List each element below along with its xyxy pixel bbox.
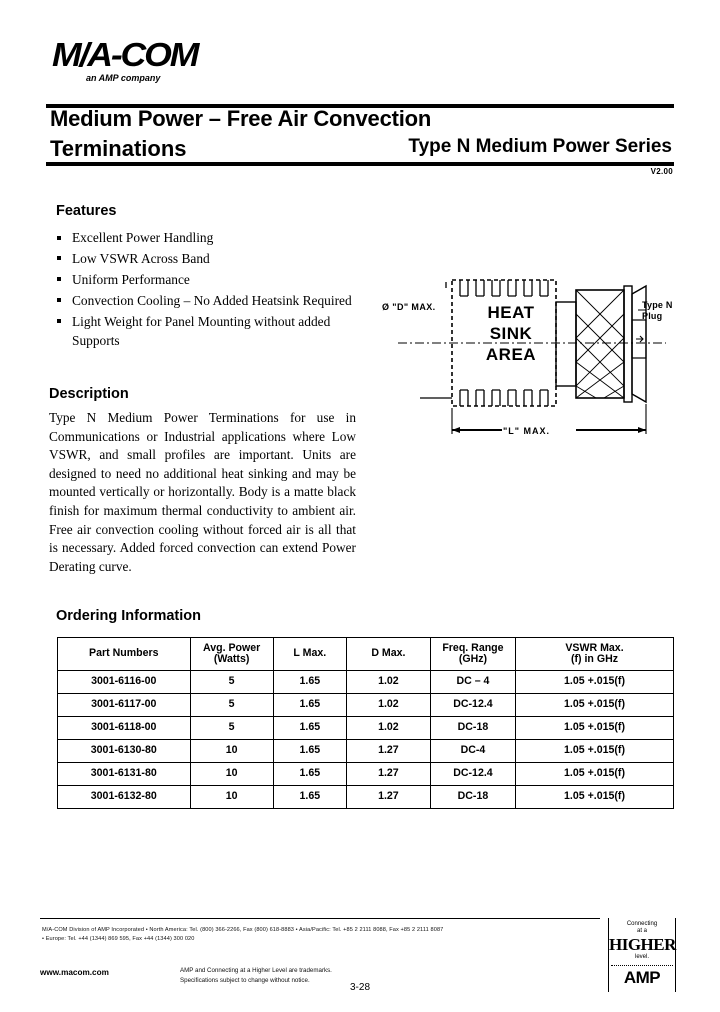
series-title: Type N Medium Power Series (408, 136, 672, 157)
column-header-part-numbers (58, 638, 191, 671)
website-link[interactable]: www.macom.com (40, 968, 109, 977)
footer-contact-line-2: • Europe: Tel. +44 (1344) 869 595, Fax +44 (1344) 300 020 (42, 936, 195, 942)
amp-at-a-word: at a (636, 928, 647, 934)
title-rule-bottom (46, 162, 674, 166)
table-row (58, 694, 674, 717)
trademark-line-2: Specifications subject to change without notice. (180, 976, 310, 984)
list-item (56, 270, 366, 289)
table-row (58, 786, 674, 809)
list-item (56, 228, 366, 247)
column-header-l-max (273, 638, 346, 671)
column-header-d-max (346, 638, 430, 671)
version-label: V2.00 (650, 167, 673, 176)
cell-vswr: 1.05 +.015(f) (516, 717, 674, 740)
page-title-line-2: Terminations (50, 136, 187, 161)
amp-logo-divider (611, 965, 673, 966)
column-header-subtext: (GHz) (458, 653, 488, 665)
page-title-line-1: Medium Power – Free Air Convection (50, 106, 432, 131)
heat-sink-line-3: AREA (485, 345, 537, 364)
table-row (58, 763, 674, 786)
cell-vswr: 1.05 +.015(f) (516, 740, 674, 763)
feature-text: Light Weight for Panel Mounting without added Supports (72, 313, 331, 349)
footer-rule (40, 918, 600, 919)
cell-l-max: 1.65 (273, 671, 346, 694)
cell-freq-range: DC-18 (430, 786, 515, 809)
amp-connecting-word: Connecting (626, 921, 658, 927)
feature-text: Uniform Performance (72, 271, 190, 287)
cell-l-max: 1.65 (273, 717, 346, 740)
macom-logo (52, 38, 252, 88)
amp-logo-wordmark: AMP (623, 968, 661, 987)
amp-logo (608, 918, 676, 992)
description-body: Type N Medium Power Terminations for use in Communications or Industrial applications where Low VSWR, and small profiles are important. Units are designed to need no additional heat sinking and may be mounted vertically or horizontally. Body is a matte black finish for maximum thermal conductivity to ambient air. Free air convection cooling without forced air is all that is necessary. Added forced convection can extend Power Derating curve. (49, 410, 356, 574)
page-number: 3-28 (349, 982, 370, 993)
column-header-freq-range (430, 638, 515, 671)
macom-logo-wordmark: M/A-COM (52, 36, 198, 73)
bullet-icon (57, 277, 61, 281)
cell-part-number: 3001-6118-00 (58, 717, 191, 740)
cell-avg-power: 5 (190, 694, 273, 717)
type-n-plug-line-1: Type N (642, 300, 673, 310)
cell-avg-power: 10 (190, 763, 273, 786)
cell-part-number: 3001-6131-80 (58, 763, 191, 786)
column-header-text: Avg. Power (202, 641, 261, 654)
feature-text: Low VSWR Across Band (72, 250, 210, 266)
features-heading: Features (56, 203, 117, 219)
table-header-row (58, 638, 674, 671)
description-heading: Description (49, 386, 129, 402)
bullet-icon (57, 298, 61, 302)
cell-d-max: 1.27 (346, 786, 430, 809)
footer-contact-info (42, 926, 598, 944)
cell-l-max: 1.65 (273, 763, 346, 786)
heat-sink-line-1: HEAT (487, 303, 535, 322)
cell-l-max: 1.65 (273, 786, 346, 809)
product-outline-diagram (380, 258, 680, 453)
cell-avg-power: 10 (190, 740, 273, 763)
column-header-text: D Max. (371, 647, 406, 660)
table-row (58, 740, 674, 763)
cell-part-number: 3001-6130-80 (58, 740, 191, 763)
cell-vswr: 1.05 +.015(f) (516, 786, 674, 809)
column-header-subtext: (f) in GHz (570, 653, 619, 665)
amp-logo-connecting-text (609, 921, 675, 935)
footer-contact-line-1: M/A-COM Division of AMP Incorporated • North America: Tel. (800) 366-2266, Fax (800) 618-8883 • Asia/Pacific: Tel. +85 2 2111 8088, Fax +85 2 2111 8087 (42, 927, 444, 933)
length-dimension-label: "L" MAX. (503, 426, 551, 436)
list-item (56, 291, 366, 310)
cell-l-max: 1.65 (273, 740, 346, 763)
cell-d-max: 1.02 (346, 694, 430, 717)
cell-vswr: 1.05 +.015(f) (516, 671, 674, 694)
features-section (56, 203, 366, 352)
column-header-text: VSWR Max. (565, 641, 624, 654)
table-row (58, 671, 674, 694)
amp-logo-level-text: level. (634, 954, 649, 960)
cell-d-max: 1.02 (346, 717, 430, 740)
list-item (56, 249, 366, 268)
feature-text: Excellent Power Handling (72, 230, 214, 245)
ordering-information-table (57, 637, 674, 809)
table-row (58, 717, 674, 740)
cell-part-number: 3001-6117-00 (58, 694, 191, 717)
column-header-vswr-max (516, 638, 674, 671)
cell-avg-power: 5 (190, 671, 273, 694)
cell-freq-range: DC-12.4 (430, 694, 515, 717)
feature-text: Convection Cooling – No Added Heatsink Required (72, 292, 352, 308)
bullet-icon (57, 236, 61, 240)
ordering-information-heading: Ordering Information (56, 608, 201, 624)
cell-freq-range: DC – 4 (430, 671, 515, 694)
column-header-text: Part Numbers (89, 647, 159, 660)
cell-freq-range: DC-4 (430, 740, 515, 763)
cell-avg-power: 10 (190, 786, 273, 809)
type-n-plug-line-2: Plug (642, 311, 663, 321)
bullet-icon (57, 319, 61, 323)
heat-sink-area-label (468, 302, 554, 365)
cell-avg-power: 5 (190, 717, 273, 740)
type-n-plug-label (642, 300, 673, 322)
macom-logo-tagline: an AMP company (86, 73, 161, 83)
column-header-text: Freq. Range (442, 641, 504, 654)
cell-freq-range: DC-18 (430, 717, 515, 740)
column-header-subtext: (Watts) (213, 653, 250, 665)
cell-d-max: 1.27 (346, 763, 430, 786)
diameter-dimension-label: Ø "D" MAX. (382, 302, 436, 312)
heat-sink-line-2: SINK (489, 324, 533, 343)
cell-freq-range: DC-12.4 (430, 763, 515, 786)
cell-l-max: 1.65 (273, 694, 346, 717)
column-header-avg-power (190, 638, 273, 671)
cell-d-max: 1.02 (346, 671, 430, 694)
column-header-text: L Max. (293, 647, 327, 660)
trademark-line-1: AMP and Connecting at a Higher Level are trademarks. (180, 967, 332, 974)
cell-part-number: 3001-6132-80 (58, 786, 191, 809)
list-item (56, 312, 366, 351)
cell-part-number: 3001-6116-00 (58, 671, 191, 694)
features-list (56, 228, 366, 350)
bullet-icon (57, 256, 61, 260)
amp-logo-higher-text: HIGHER (609, 935, 676, 954)
cell-vswr: 1.05 +.015(f) (516, 763, 674, 786)
cell-vswr: 1.05 +.015(f) (516, 694, 674, 717)
description-section (49, 386, 356, 576)
cell-d-max: 1.27 (346, 740, 430, 763)
